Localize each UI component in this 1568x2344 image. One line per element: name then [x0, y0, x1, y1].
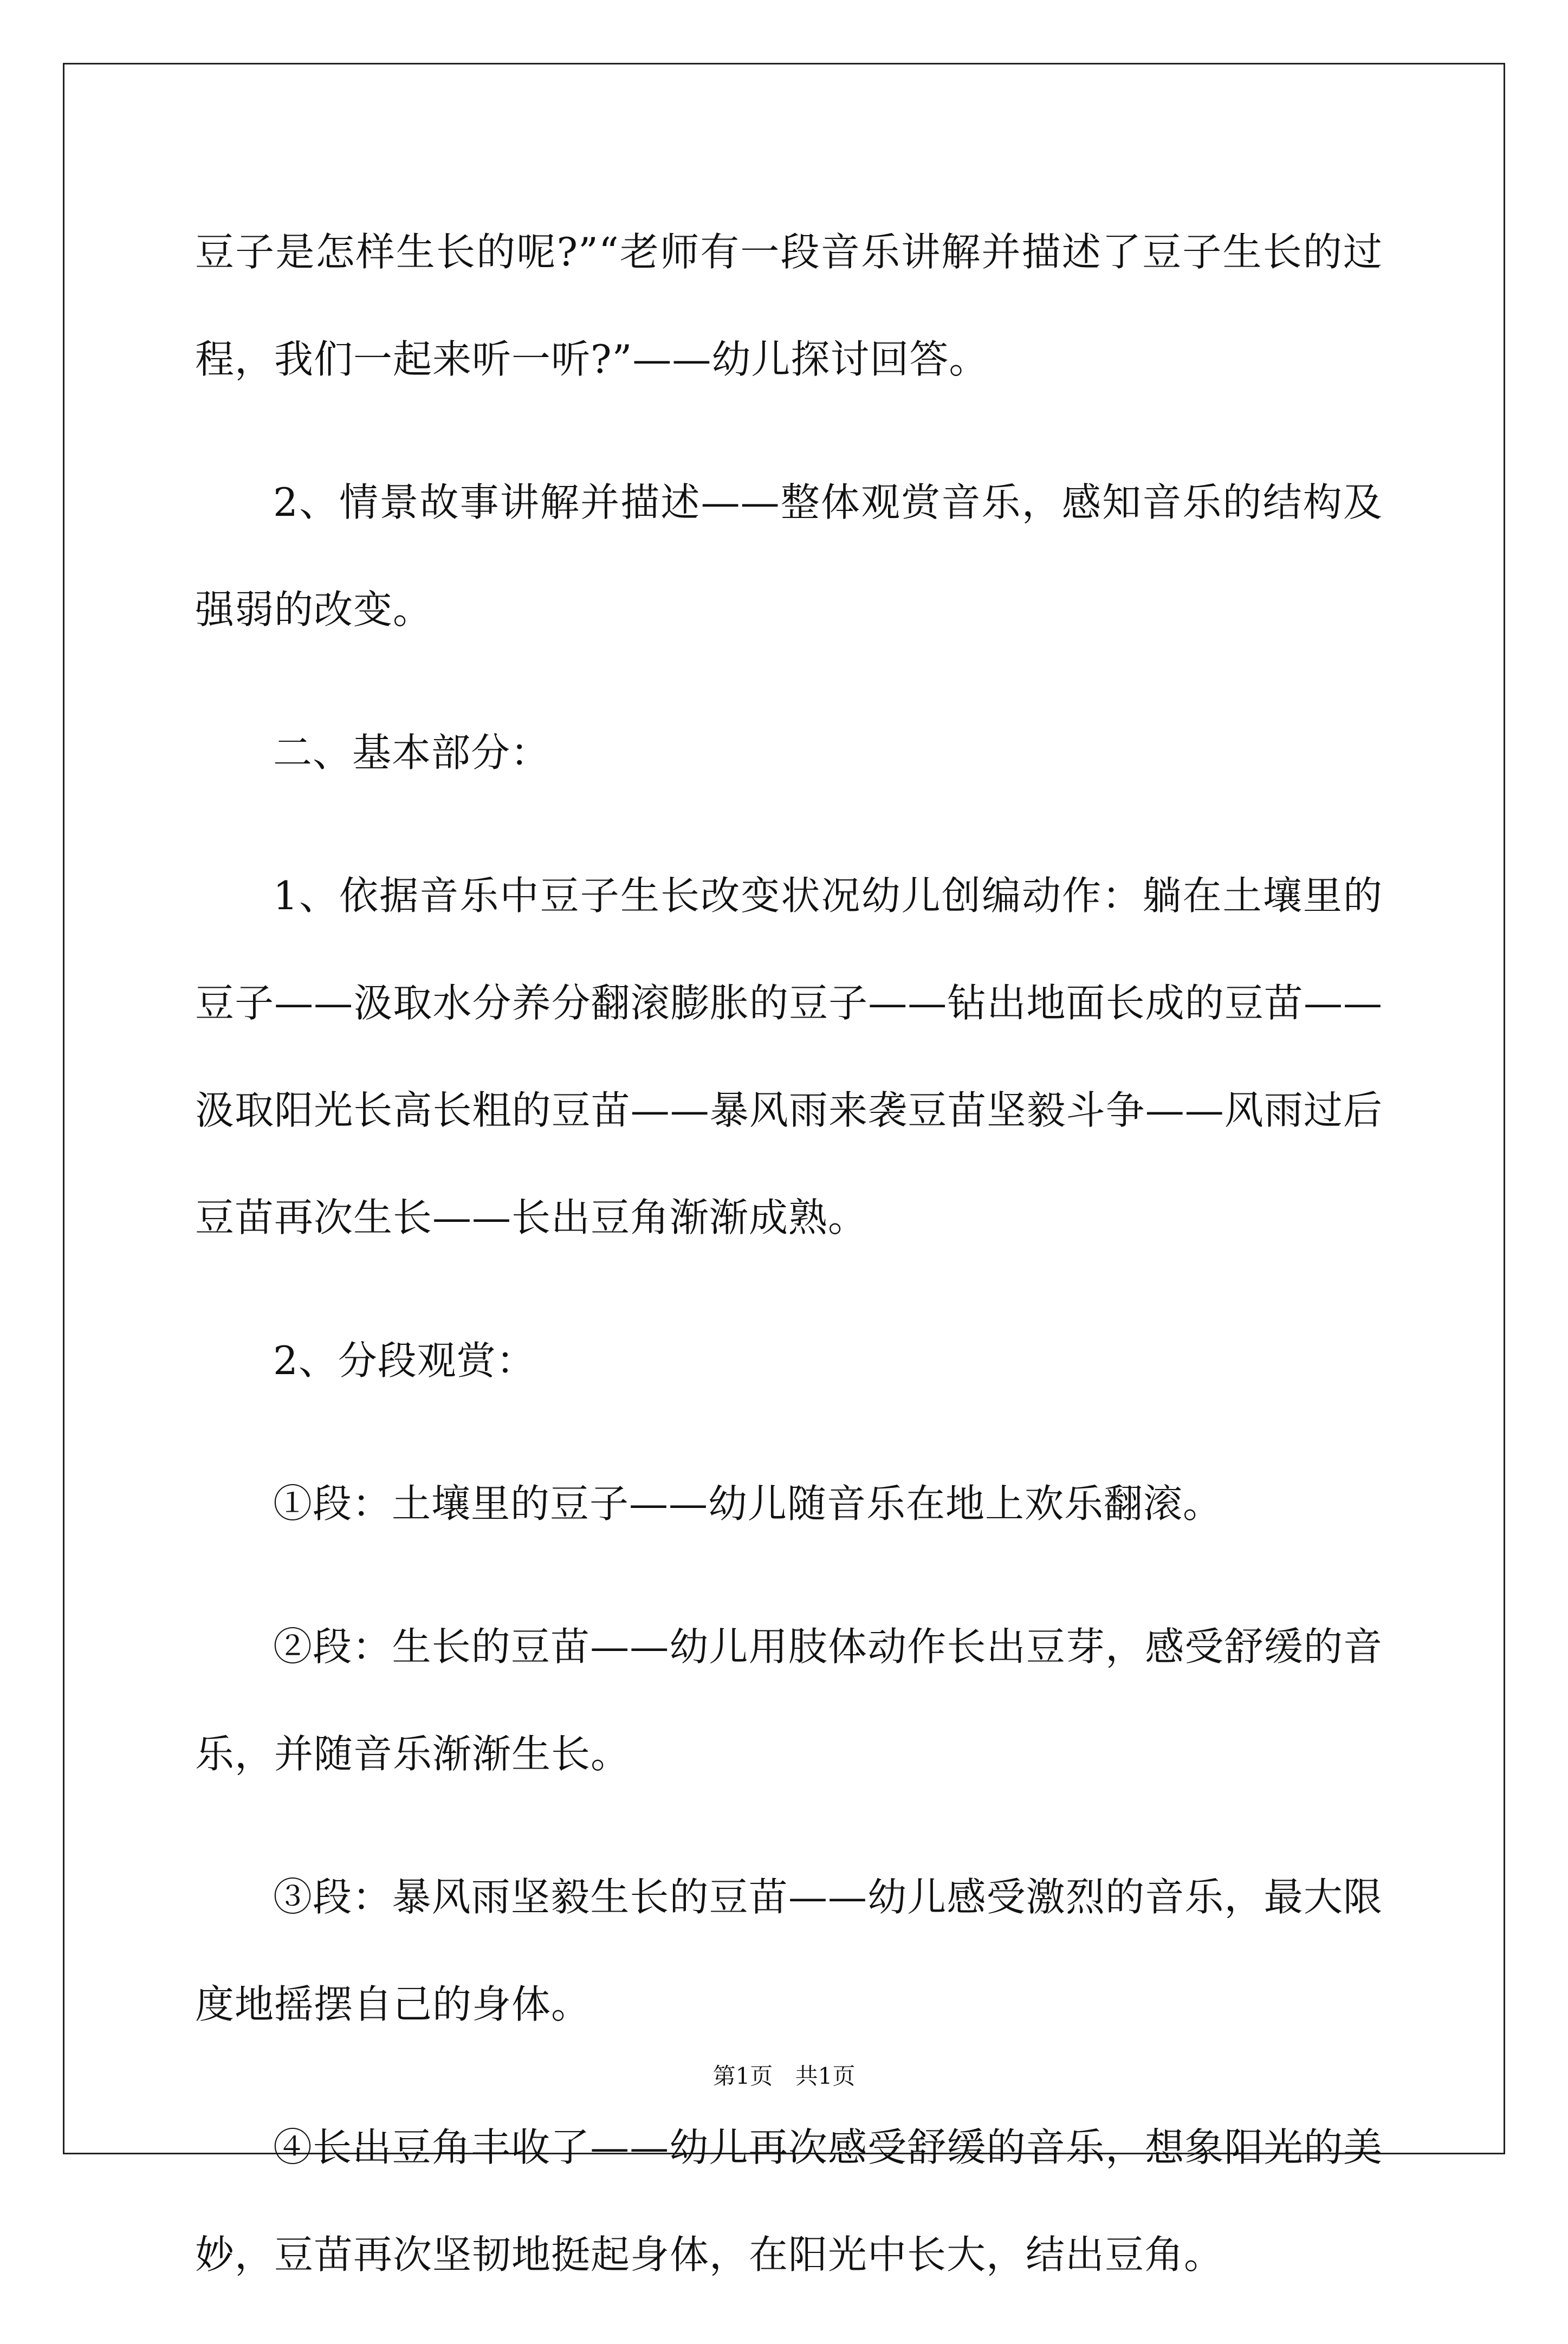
paragraph-8: ③段：暴风雨坚毅生长的豆苗——幼儿感受激烈的音乐，最大限度地摇摆自己的身体。: [195, 1874, 1383, 2027]
paragraph-6: ①段：土壤里的豆子——幼儿随音乐在地上欢乐翻滚。: [273, 1481, 1223, 1526]
paragraph-5: 2、分段观赏：: [273, 1338, 536, 1383]
page-number-current: 第1页: [712, 2063, 773, 2089]
page-number-total: 共1页: [795, 2063, 856, 2089]
page-footer: [0, 2060, 1568, 2093]
document-body: [195, 198, 1383, 2344]
section-heading-basic-part: 二、基本部分：: [273, 730, 550, 775]
paragraph-7: ②段：生长的豆苗——幼儿用肢体动作长出豆芽，感受舒缓的音乐，并随音乐渐渐生长。: [195, 1624, 1383, 1777]
paragraph-1: 豆子是怎样生长的呢?”“老师有一段音乐讲解并描述了豆子生长的过程，我们一起来听一听?”——幼儿探讨回答。: [195, 229, 1383, 382]
paragraph-4: 1、依据音乐中豆子生长改变状况幼儿创编动作：躺在土壤里的豆子——汲取水分养分翻滚膨胀的豆子——钻出地面长成的豆苗——汲取阳光长高长粗的豆苗——暴风雨来袭豆苗坚毅斗争——风雨过后豆苗再次生长——长出豆角渐渐成熟。: [195, 873, 1383, 1240]
paragraph-9: ④长出豆角丰收了——幼儿再次感受舒缓的音乐，想象阳光的美妙，豆苗再次坚韧地挺起身体，在阳光中长大，结出豆角。: [195, 2125, 1383, 2277]
paragraph-2: 2、情景故事讲解并描述——整体观赏音乐，感知音乐的结构及强弱的改变。: [195, 480, 1383, 632]
